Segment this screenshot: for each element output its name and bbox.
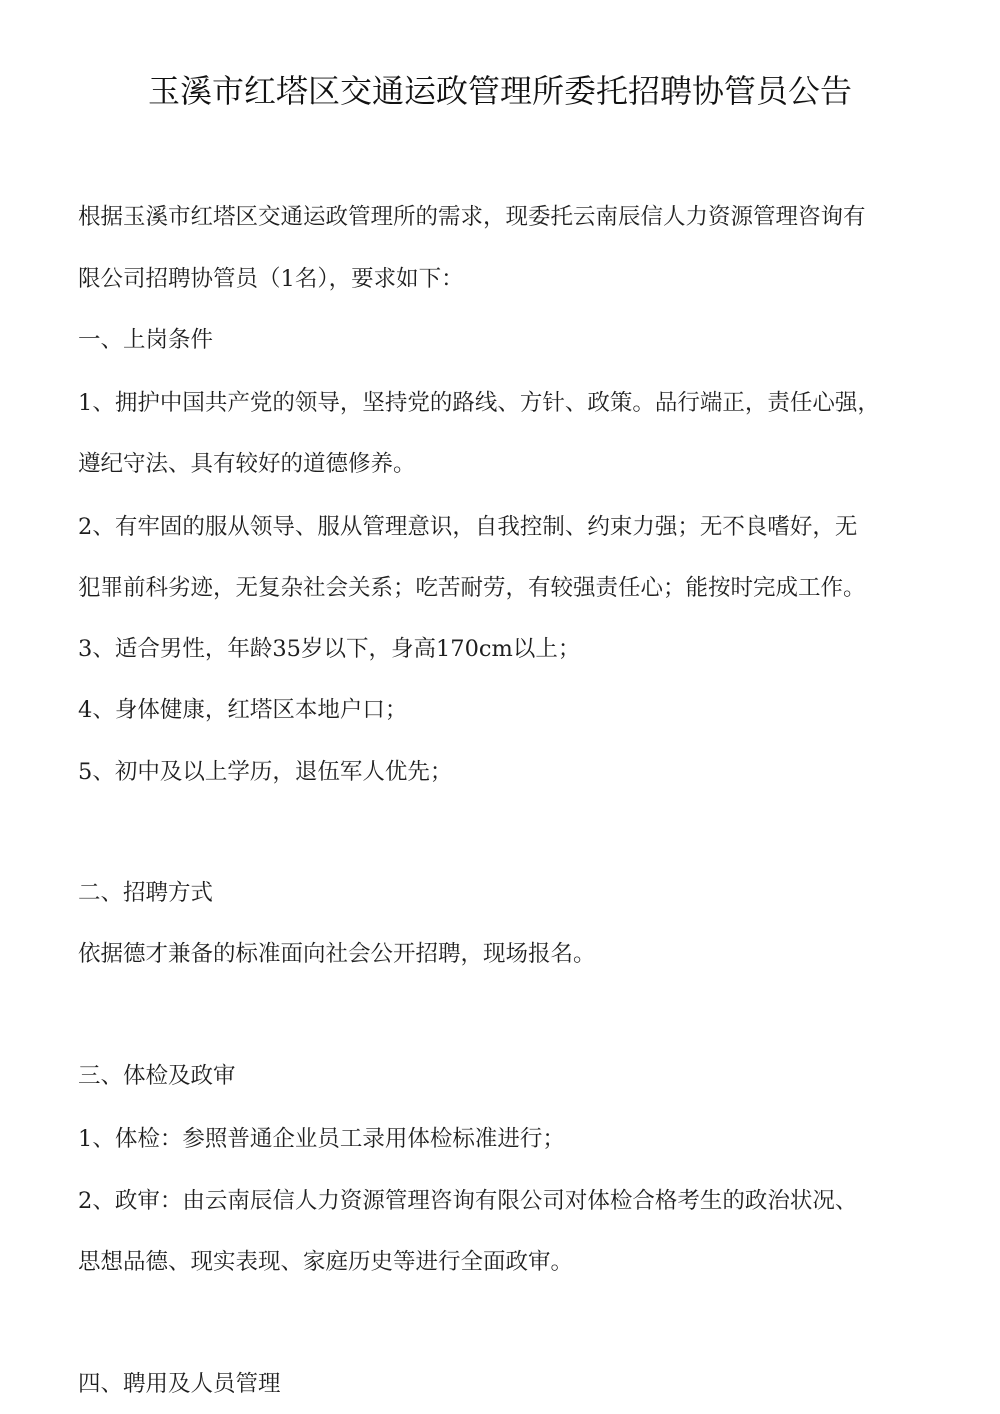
condition-item: 2、有牢固的服从领导、服从管理意识，自我控制、约束力强；无不良嗜好，无 [78,514,858,540]
section-heading-employment: 四、聘用及人员管理 [78,1371,281,1397]
intro-line: 限公司招聘协管员（1名），要求如下： [78,266,464,292]
intro-line: 根据玉溪市红塔区交通运政管理所的需求，现委托云南辰信人力资源管理咨询有 [78,204,866,230]
condition-item: 犯罪前科劣迹，无复杂社会关系；吃苦耐劳，有较强责任心；能按时完成工作。 [78,575,866,601]
exam-item: 2、政审：由云南辰信人力资源管理咨询有限公司对体检合格考生的政治状况、 [78,1188,858,1214]
section-heading-exam: 三、体检及政审 [78,1063,236,1089]
exam-item: 思想品德、现实表现、家庭历史等进行全面政审。 [78,1249,574,1275]
condition-item: 遵纪守法、具有较好的道德修养。 [78,451,416,477]
condition-item: 5、初中及以上学历，退伍军人优先； [78,759,453,785]
document-title: 玉溪市红塔区交通运政管理所委托招聘协管员公告 [147,72,852,110]
section-heading-conditions: 一、上岗条件 [78,327,214,353]
condition-item: 4、身体健康，红塔区本地户口； [78,697,408,723]
exam-item: 1、体检：参照普通企业员工录用体检标准进行； [78,1126,565,1152]
condition-item: 1、拥护中国共产党的领导，坚持党的路线、方针、政策。品行端正，责任心强， [78,390,880,416]
condition-item: 3、适合男性，年龄35岁以下，身高170cm以上； [78,636,581,662]
section-heading-method: 二、招聘方式 [78,880,214,906]
method-text: 依据德才兼备的标准面向社会公开招聘，现场报名。 [78,941,596,967]
